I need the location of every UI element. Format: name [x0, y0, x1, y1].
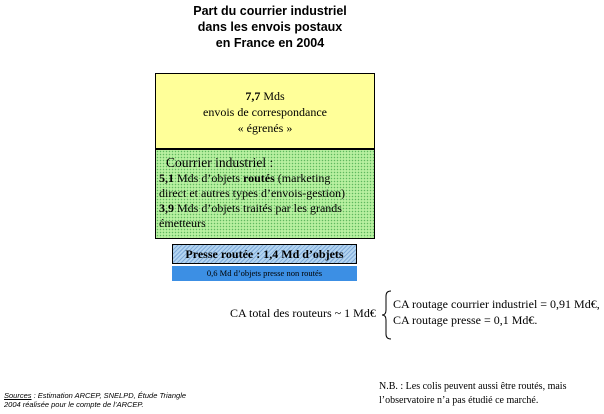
processed-objects-line: [159, 201, 374, 216]
egrenes-mail-box: [155, 73, 375, 149]
egrenes-volume: [156, 88, 374, 104]
nb-line-1: N.B. : Les colis peuvent aussi être routés, mais: [379, 381, 567, 392]
routed-objects-line-2: direct et autres types d’envois-gestion): [159, 186, 345, 200]
revenue-breakdown: [393, 296, 600, 328]
egrenes-unit: Mds: [260, 89, 285, 103]
diagram-title: [150, 3, 390, 51]
sources-text-2: 2004 réalisée pour le compte de l’ARCEP.: [4, 400, 144, 409]
title-line-3: en France en 2004: [215, 36, 325, 50]
sources-text-1: : Estimation ARCEP, SNELPD, Étude Triangle: [31, 391, 187, 400]
non-routed-press-box: [172, 266, 357, 281]
routed-value: 5,1: [159, 171, 174, 185]
industrial-mail-heading: Courrier industriel :: [166, 155, 274, 170]
title-line-2: dans les envois postaux: [197, 20, 343, 34]
routed-press-label: Presse routée : 1,4 Md d’objets: [185, 247, 344, 261]
router-total-revenue: CA total des routeurs ~ 1 Md€: [230, 306, 376, 320]
egrenes-sublabel: « égrenés »: [237, 121, 293, 135]
routed-text-b: (marketing: [274, 171, 331, 185]
processed-objects-line-2: émetteurs: [159, 216, 206, 230]
sources-note: [4, 391, 214, 409]
title-line-1: Part du courrier industriel: [193, 4, 347, 18]
processed-text: Mds d’objets traités par les grands: [174, 201, 342, 215]
routed-objects-line: [159, 171, 374, 186]
curly-brace-icon: [381, 290, 393, 340]
routed-text-a: Mds d’objets: [174, 171, 243, 185]
egrenes-label: envois de correspondance: [203, 105, 327, 119]
industrial-mail-box: [155, 149, 375, 239]
sources-label: Sources: [4, 391, 32, 400]
routed-press-box: [172, 244, 357, 264]
routed-bold-word: routés: [243, 171, 275, 185]
egrenes-value: 7,7: [245, 89, 261, 103]
nb-line-2: l’observatoire n’a pas étudié ce marché.: [379, 395, 539, 406]
nb-note: [379, 380, 601, 408]
revenue-press: CA routage presse = 0,1 Md€.: [393, 313, 538, 327]
non-routed-press-label: 0,6 Md d’objets presse non routés: [206, 268, 323, 278]
revenue-industrial-mail: CA routage courrier industriel = 0,91 Md€,: [393, 297, 600, 311]
processed-value: 3,9: [159, 201, 174, 215]
